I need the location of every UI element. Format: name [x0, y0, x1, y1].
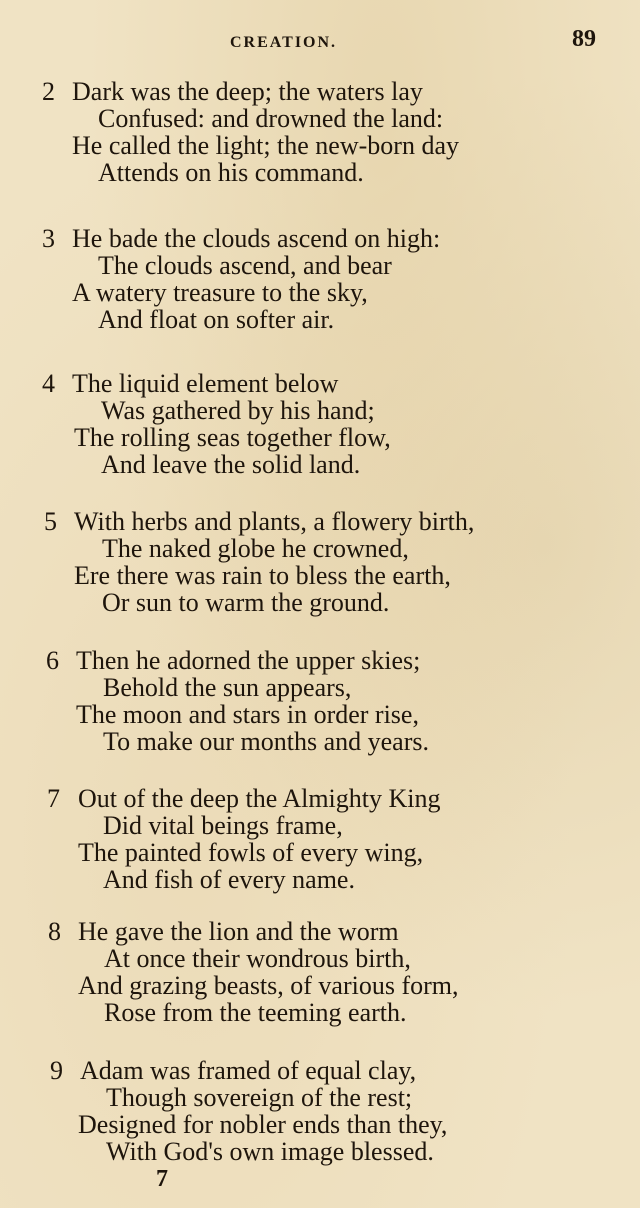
verse-line: With herbs and plants, a flowery birth, — [74, 507, 475, 536]
verse-line: Or sun to warm the ground. — [102, 588, 390, 617]
verse-line: Did vital beings frame, — [103, 811, 343, 840]
verse-line: The moon and stars in order rise, — [76, 700, 419, 729]
verse-line: And grazing beasts, of various form, — [78, 971, 459, 1000]
verse-line: The painted fowls of every wing, — [78, 838, 424, 867]
verse-line: Designed for nobler ends than they, — [78, 1110, 448, 1139]
verse-line: And float on softer air. — [98, 305, 335, 334]
verse-line: A watery treasure to the sky, — [72, 278, 368, 307]
verse-line: The naked globe he crowned, — [102, 534, 409, 563]
verse-line: Was gathered by his hand; — [101, 396, 375, 425]
verse-line: He gave the lion and the worm — [78, 917, 399, 946]
stanza-number: 6 — [46, 646, 59, 675]
signature-mark: 7 — [156, 1166, 168, 1192]
verse-line: Confused: and drowned the land: — [98, 104, 444, 133]
stanza-number: 7 — [47, 784, 60, 813]
verse-line: Adam was framed of equal clay, — [80, 1056, 417, 1085]
verse-line: Rose from the teeming earth. — [104, 998, 407, 1027]
verse-line: Dark was the deep; the waters lay — [72, 77, 423, 106]
verse-line: The liquid element below — [72, 369, 339, 398]
running-title: CREATION. — [230, 34, 338, 51]
verse-line: He called the light; the new-born day — [72, 131, 459, 160]
stanza-number: 3 — [42, 224, 55, 253]
verse-line: And fish of every name. — [103, 865, 355, 894]
stanza-number: 4 — [42, 369, 55, 398]
stanza-number: 9 — [50, 1056, 63, 1085]
verse-line: Then he adorned the upper skies; — [76, 646, 421, 675]
verse-line: Attends on his command. — [98, 158, 364, 187]
stanza-number: 8 — [48, 917, 61, 946]
verse-line: The clouds ascend, and bear — [98, 251, 392, 280]
page-number: 89 — [572, 26, 596, 52]
stanza-number: 2 — [42, 77, 55, 106]
verse-line: He bade the clouds ascend on high: — [72, 224, 441, 253]
verse-line: And leave the solid land. — [101, 450, 361, 479]
verse-line: To make our months and years. — [103, 727, 429, 756]
verse-line: With God's own image blessed. — [106, 1137, 434, 1166]
verse-line: Ere there was rain to bless the earth, — [74, 561, 451, 590]
verse-line: Behold the sun appears, — [103, 673, 352, 702]
verse-line: The rolling seas together flow, — [74, 423, 391, 452]
stanza-number: 5 — [44, 507, 57, 536]
verse-line: Though sovereign of the rest; — [106, 1083, 413, 1112]
verse-line: Out of the deep the Almighty King — [78, 784, 441, 813]
verse-line: At once their wondrous birth, — [104, 944, 411, 973]
